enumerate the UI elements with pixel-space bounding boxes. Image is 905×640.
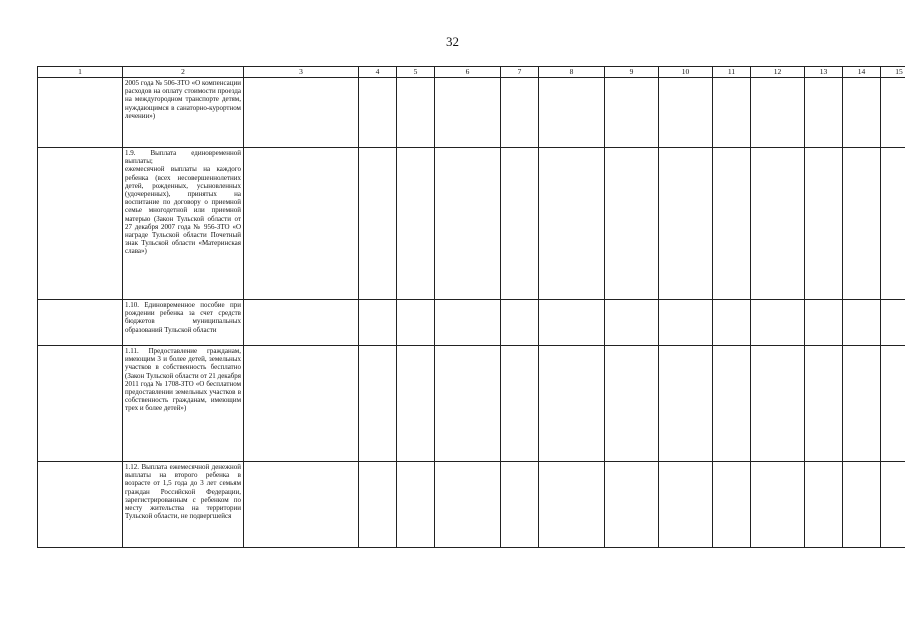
table-cell [38, 78, 123, 148]
table-cell [605, 78, 659, 148]
table-cell [38, 346, 123, 462]
table-cell [805, 300, 843, 346]
table-row [38, 346, 905, 462]
table-cell [244, 78, 359, 148]
column-number-row [38, 67, 905, 78]
table-cell [501, 148, 539, 300]
table-cell [713, 346, 751, 462]
table-cell [244, 148, 359, 300]
table-row [38, 300, 905, 346]
table-cell [38, 148, 123, 300]
table-cell [751, 78, 805, 148]
table-cell [843, 148, 881, 300]
table-cell [659, 300, 713, 346]
table-cell [435, 462, 501, 548]
table-cell [881, 78, 905, 148]
row-description: 1.12. Выплата ежемесячной денежной выплаты на второго ребенка в возрасте от 1,5 года до 3 лет семьям граждан Российской Федерации, зарегистрированным с ребенком по месту жительства на территории Тульской области, не подвергшейся [123, 462, 244, 548]
table-cell [713, 148, 751, 300]
table-cell [605, 462, 659, 548]
table-cell [501, 462, 539, 548]
table-cell [539, 78, 605, 148]
column-number: 12 [751, 67, 805, 78]
column-number: 14 [843, 67, 881, 78]
table-cell [435, 78, 501, 148]
table-cell [359, 148, 397, 300]
table-cell [843, 346, 881, 462]
table-cell [843, 78, 881, 148]
table-cell [539, 346, 605, 462]
table-cell [843, 300, 881, 346]
table-cell [713, 462, 751, 548]
table-cell [435, 300, 501, 346]
table-cell [244, 300, 359, 346]
table-cell [881, 346, 905, 462]
row-description: 1.10. Единовременное пособие при рождении ребенка за счет средств бюджетов муниципальных образований Тульской области [123, 300, 244, 346]
table-cell [751, 148, 805, 300]
table-cell [435, 148, 501, 300]
column-number: 5 [397, 67, 435, 78]
column-number: 13 [805, 67, 843, 78]
table-cell [539, 462, 605, 548]
table-row [38, 148, 905, 300]
table-cell [881, 148, 905, 300]
table-cell [244, 346, 359, 462]
table-cell [805, 148, 843, 300]
table-row [38, 462, 905, 548]
column-number: 10 [659, 67, 713, 78]
table-cell [659, 346, 713, 462]
table-cell [359, 78, 397, 148]
table-cell [359, 462, 397, 548]
table-cell [501, 300, 539, 346]
table-cell [397, 78, 435, 148]
table-cell [881, 300, 905, 346]
table-cell [501, 346, 539, 462]
table-row [38, 78, 905, 148]
table-cell [751, 346, 805, 462]
row-description: 1.9. Выплата единовременной выплаты; ежемесячной выплаты на каждого ребенка (всех несовершеннолетних детей, рожденных, усыновленных (удочеренных), принятых на воспитание по договору о приемной семье многодетной или приемной матерью (Закон Тульской области от 27 декабря 2007 года № 956-ЗТО «О награде Тульской области Почетный знак Тульской области «Материнская слава») [123, 148, 244, 300]
table-cell [38, 462, 123, 548]
table-cell [38, 300, 123, 346]
table-cell [397, 462, 435, 548]
column-number: 1 [38, 67, 123, 78]
table-cell [397, 300, 435, 346]
column-number: 6 [435, 67, 501, 78]
table-cell [659, 462, 713, 548]
table-cell [539, 300, 605, 346]
table-cell [244, 462, 359, 548]
table-cell [605, 300, 659, 346]
table-cell [359, 300, 397, 346]
table-cell [805, 462, 843, 548]
table-cell [659, 78, 713, 148]
column-number: 7 [501, 67, 539, 78]
table-cell [397, 148, 435, 300]
table-cell [805, 78, 843, 148]
column-number: 9 [605, 67, 659, 78]
table-cell [605, 346, 659, 462]
column-number: 2 [123, 67, 244, 78]
column-number: 11 [713, 67, 751, 78]
row-description: 1.11. Предоставление гражданам, имеющим 3 и более детей, земельных участков в собственность бесплатно (Закон Тульской области от 21 декабря 2011 года № 1708-ЗТО «О бесплатном предоставлении земельных участков в собственность гражданам, имеющим трех и более детей») [123, 346, 244, 462]
page-number: 32 [446, 34, 459, 49]
data-table [37, 66, 905, 548]
column-number: 4 [359, 67, 397, 78]
table-cell [435, 346, 501, 462]
table-cell [605, 148, 659, 300]
column-number: 3 [244, 67, 359, 78]
table-cell [713, 300, 751, 346]
row-description: 2005 года № 506-ЗТО «О компенсации расходов на оплату стоимости проезда на междугородном транспорте детям, нуждающимся в санаторно-курортном лечении») [123, 78, 244, 148]
column-number: 15 [881, 67, 905, 78]
table-cell [359, 346, 397, 462]
table-cell [539, 148, 605, 300]
table-cell [659, 148, 713, 300]
column-number: 8 [539, 67, 605, 78]
table-cell [751, 462, 805, 548]
table-cell [843, 462, 881, 548]
table-cell [805, 346, 843, 462]
table-cell [713, 78, 751, 148]
table-cell [397, 346, 435, 462]
table-cell [751, 300, 805, 346]
table-cell [501, 78, 539, 148]
table-cell [881, 462, 905, 548]
